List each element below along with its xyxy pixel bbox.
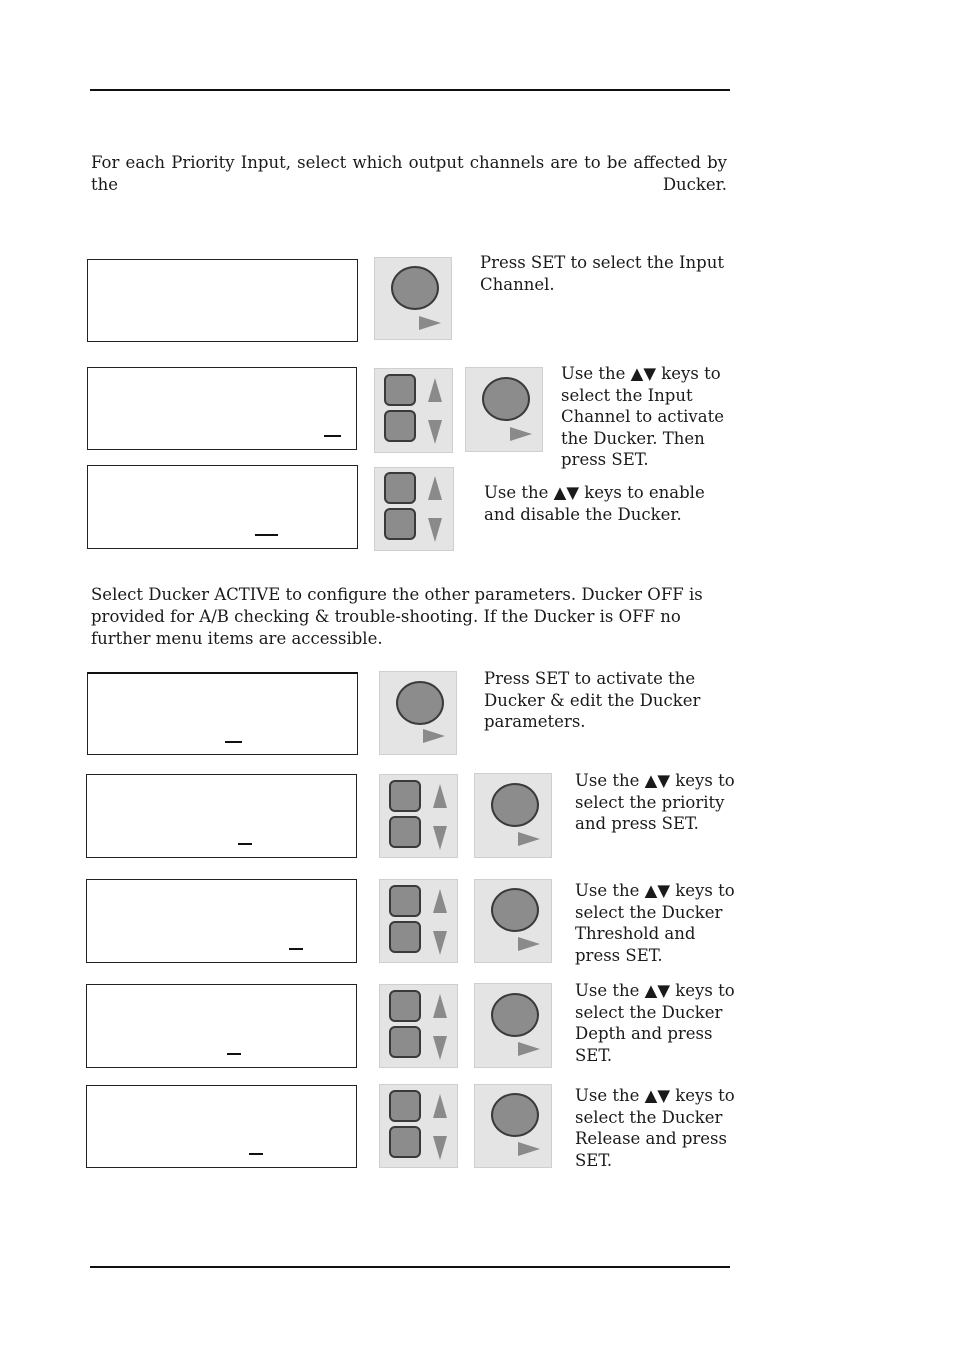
lcd-display-ducker-active [87,672,358,755]
right-arrow-icon [510,427,532,441]
header-rule [90,89,730,91]
step-5-instruction: Use the ▲▼ keys to select the priority and press SET. [575,771,735,833]
middle-paragraph: Select Ducker ACTIVE to configure the other parameters. Ducker OFF is provided for A/B checking & trouble-shooting. If the Ducker is OFF no further menu items are accessible. [91,585,703,648]
up-key[interactable] [389,1090,421,1122]
up-arrow-icon [428,378,442,402]
lcd-display-release [86,1085,357,1168]
set-keypad [474,773,552,858]
up-arrow-icon [433,1094,447,1118]
lcd-display-input-channel [87,367,357,450]
set-button-icon[interactable] [491,783,539,827]
lcd-display-ducker-enable [87,465,358,549]
lcd-cursor [227,1053,241,1055]
step-2-instruction: Use the ▲▼ keys to select the Input Channel to activate the Ducker. Then press SET. [561,364,724,469]
down-arrow-icon [433,1036,447,1060]
step-4-instruction: Press SET to activate the Ducker & edit the Ducker parameters. [484,669,701,731]
arrow-keypad [374,368,453,453]
arrow-keypad [379,774,458,858]
up-arrow-icon [433,784,447,808]
arrow-keypad [374,467,454,551]
up-arrow-icon [433,994,447,1018]
set-button-icon[interactable] [482,377,530,421]
set-button-icon[interactable] [491,993,539,1037]
arrow-keypad [379,984,458,1068]
set-keypad [474,879,552,963]
down-key[interactable] [384,508,416,540]
lcd-display-threshold [86,879,357,963]
set-button-icon[interactable] [391,266,439,310]
step-3-instruction: Use the ▲▼ keys to enable and disable the Ducker. [484,483,705,524]
lcd-display-priority [86,774,357,858]
step-7-instruction: Use the ▲▼ keys to select the Ducker Depth and press SET. [575,981,735,1065]
set-keypad [465,367,543,452]
set-keypad [379,671,457,755]
down-arrow-icon [428,420,442,444]
set-button-icon[interactable] [491,1093,539,1137]
up-key[interactable] [384,374,416,406]
lcd-cursor [249,1153,263,1155]
down-key[interactable] [389,921,421,953]
right-arrow-icon [518,1142,540,1156]
lcd-cursor [238,843,252,845]
down-arrow-icon [433,1136,447,1160]
lcd-display-depth [86,984,357,1068]
up-key[interactable] [389,885,421,917]
down-key[interactable] [389,816,421,848]
set-keypad [474,983,552,1068]
lcd-cursor [289,948,303,950]
set-button-icon[interactable] [491,888,539,932]
lcd-cursor [324,435,341,437]
right-arrow-icon [518,832,540,846]
lcd-display-input-select [87,259,358,342]
footer-rule [90,1266,730,1268]
down-arrow-icon [433,826,447,850]
up-key[interactable] [389,780,421,812]
lcd-cursor [255,534,278,536]
up-key[interactable] [384,472,416,504]
up-key[interactable] [389,990,421,1022]
right-arrow-icon [419,316,441,330]
down-key[interactable] [389,1126,421,1158]
right-arrow-icon [423,729,445,743]
intro-paragraph: For each Priority Input, select which output channels are to be affected by the Ducker. [91,153,727,194]
up-arrow-icon [428,476,442,500]
down-key[interactable] [389,1026,421,1058]
down-arrow-icon [428,518,442,542]
right-arrow-icon [518,937,540,951]
step-1-instruction: Press SET to select the Input Channel. [480,253,724,294]
set-keypad [474,1084,552,1168]
set-button-icon[interactable] [396,681,444,725]
arrow-keypad [379,1084,458,1168]
up-arrow-icon [433,889,447,913]
set-keypad [374,257,452,340]
lcd-cursor [225,741,242,743]
down-key[interactable] [384,410,416,442]
down-arrow-icon [433,931,447,955]
step-8-instruction: Use the ▲▼ keys to select the Ducker Release and press SET. [575,1086,735,1170]
right-arrow-icon [518,1042,540,1056]
arrow-keypad [379,879,458,963]
step-6-instruction: Use the ▲▼ keys to select the Ducker Threshold and press SET. [575,881,735,965]
